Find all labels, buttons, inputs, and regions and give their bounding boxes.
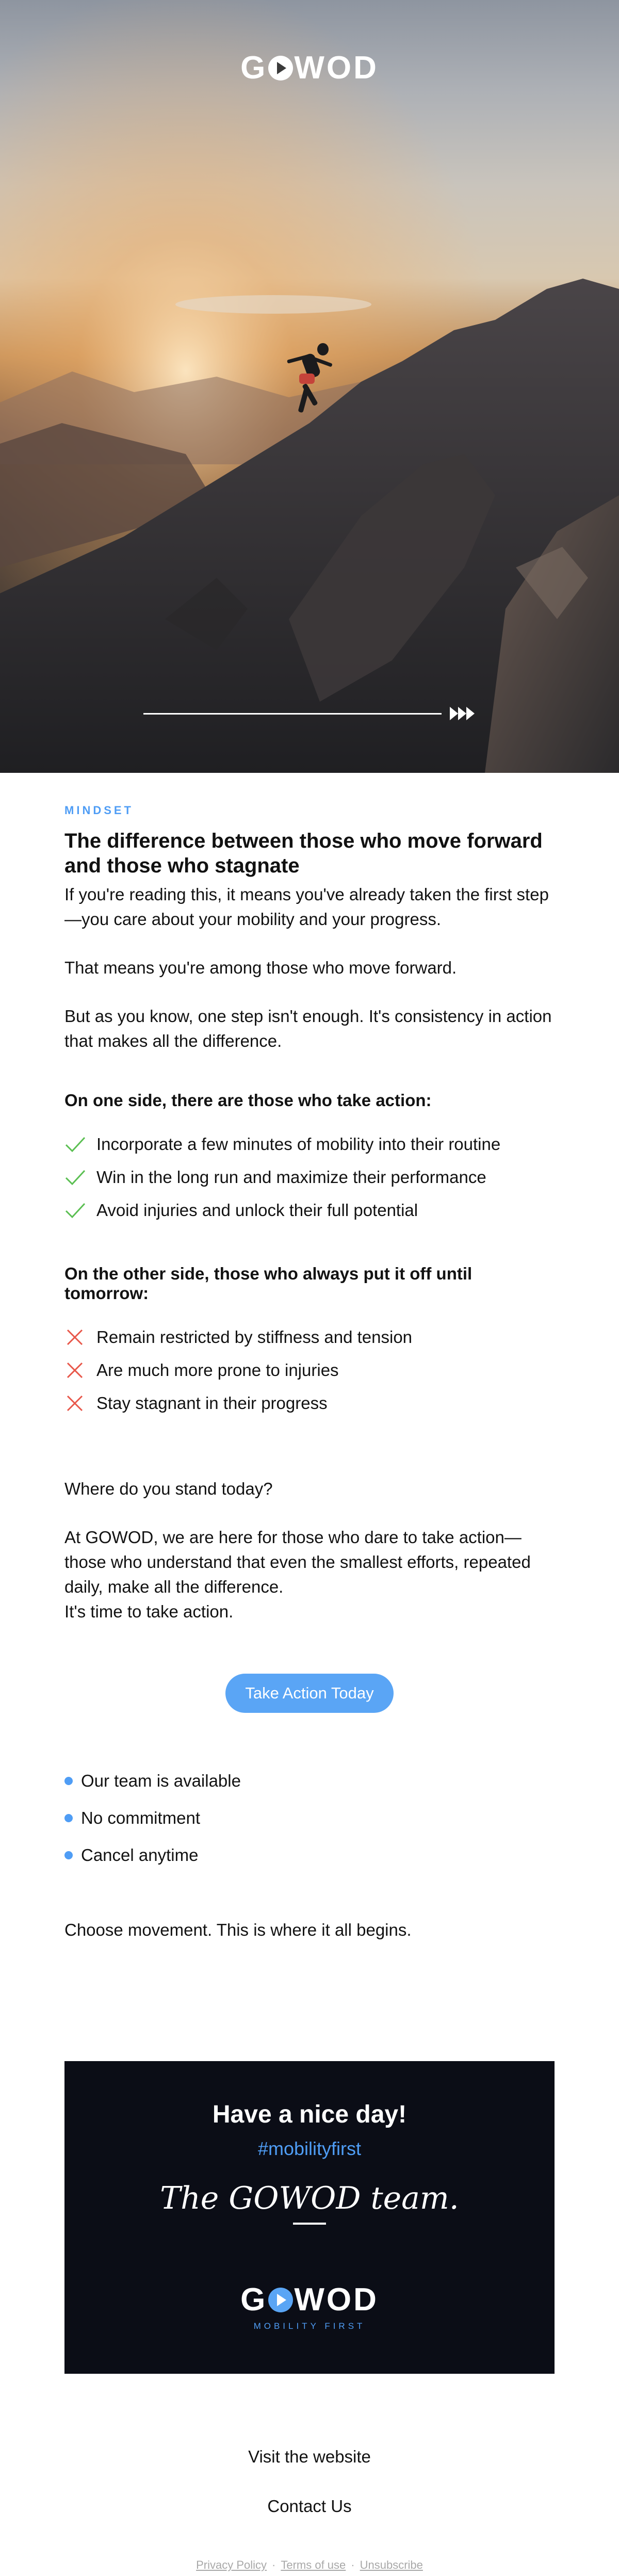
fast-forward-icon [450, 706, 477, 721]
put-off-heading: On the other side, those who always put it off until tomorrow: [64, 1264, 473, 1303]
sign-off-text: Choose movement. This is where it all begins. [64, 1920, 412, 1939]
card-hashtag: #mobilityfirst [257, 2138, 362, 2159]
hero-banner [0, 0, 619, 773]
list-item: Incorporate a few minutes of mobility into their routine [64, 1128, 555, 1161]
cross-icon [64, 1362, 86, 1379]
list-item: Win in the long run and maximize their performance [64, 1161, 555, 1194]
bullet-dot-icon [64, 1814, 73, 1822]
closing-question: Where do you stand today? [64, 1479, 273, 1498]
intro-paragraph: That means you're among those who move forward. [64, 958, 457, 977]
hero-progress-bar [143, 713, 442, 715]
list-item: Are much more prone to injuries [64, 1354, 555, 1387]
email-body [0, 804, 619, 1940]
terms-of-use-link[interactable]: Terms of use [281, 2558, 346, 2571]
privacy-policy-link[interactable]: Privacy Policy [196, 2558, 267, 2571]
unsubscribe-link[interactable]: Unsubscribe [360, 2558, 423, 2571]
cross-icon [64, 1395, 86, 1412]
benefits-list [64, 1762, 555, 1874]
list-item: Remain restricted by stiffness and tension [64, 1321, 555, 1354]
put-off-list [64, 1321, 555, 1420]
checkmark-icon [64, 1169, 86, 1186]
card-tagline: MOBILITY FIRST [253, 2321, 366, 2331]
signature-underline [293, 2223, 326, 2225]
card-title: Have a nice day! [212, 2101, 407, 2128]
mountain-runner-image [0, 0, 619, 773]
bullet-dot-icon [64, 1851, 73, 1859]
logo-play-icon [268, 2288, 293, 2312]
list-item: Our team is available [64, 1762, 555, 1800]
headline: The difference between those who move forward and those who stagnate [64, 830, 543, 877]
visit-website-link[interactable]: Visit the website [248, 2447, 371, 2466]
intro-paragraph: If you're reading this, it means you've already taken the first step—you care about your mobility and your progress. [64, 885, 549, 929]
signature-card [64, 2061, 555, 2374]
section-eyebrow: MINDSET [64, 804, 134, 817]
take-action-button[interactable]: Take Action Today [225, 1674, 393, 1713]
team-signature: The GOWOD team. [160, 2180, 459, 2216]
list-item: Avoid injuries and unlock their full potential [64, 1194, 555, 1227]
bullet-dot-icon [64, 1777, 73, 1785]
take-action-list [64, 1128, 555, 1227]
cross-icon [64, 1328, 86, 1346]
closing-call: It's time to take action. [64, 1602, 234, 1621]
take-action-heading: On one side, there are those who take action: [64, 1091, 432, 1110]
logo-play-icon [268, 56, 293, 80]
card-logo: G WOD [240, 2282, 379, 2318]
checkmark-icon [64, 1136, 86, 1153]
intro-paragraph: But as you know, one step isn't enough. It's consistency in action that makes all the difference. [64, 1007, 552, 1050]
contact-us-link[interactable]: Contact Us [267, 2497, 352, 2516]
legal-links: Privacy Policy · Terms of use · Unsubscribe [196, 2558, 423, 2571]
closing-statement: At GOWOD, we are here for those who dare to take action—those who understand that even the smallest efforts, repeated daily, make all the difference. [64, 1528, 531, 1596]
hero-logo: G WOD [240, 50, 379, 86]
checkmark-icon [64, 1202, 86, 1219]
footer [0, 2444, 619, 2543]
list-item: Stay stagnant in their progress [64, 1387, 555, 1420]
list-item: No commitment [64, 1800, 555, 1837]
list-item: Cancel anytime [64, 1837, 555, 1874]
